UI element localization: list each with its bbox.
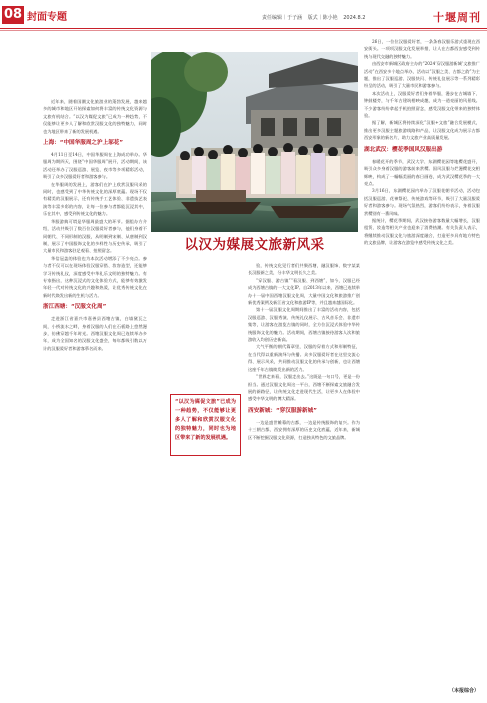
article-column-left <box>43 98 147 696</box>
editor-credits <box>262 14 369 21</box>
article-paragraph: 由西安市新城区政府主办的“2024‘穿汉服游新城’文旅推广活动”在西安多个地点举办，活动以“汉服之美、古都之韵”为主题，推出了汉服巡游、汉服快闪、传统礼仪展示等一系列精彩纷呈的活动，吸引了大量市民和游客参与。 <box>364 61 480 89</box>
article-paragraph: 26日，一位位汉服爱好者，一条条春汉服乐游式重现在西安街头。一项项汉服文化发展举措，让人在古都西安感受到传统与现代交融的独特魅力。 <box>364 39 480 59</box>
article-paragraph: 走进浙江省嘉兴市嘉善县西塘古镇，白墙黛瓦之间，小桥流水之畔，身着汉服的人们在石板路上悠然漫步，仿佛穿越千年时光。西塘汉服文化周已连续举办多年，成为全国知名的汉服文化盛会，每年都吸引数以万计的汉服爱好者和游客慕名而来。 <box>43 316 147 351</box>
pull-quote-box <box>170 394 241 456</box>
article-paragraph: 一边是盛世帷幕的古都，一边是传统服饰的复兴。作为十三朝古都，西安拥有深厚的历史文化底蕴，近年来，新城区不断挖掘汉服文化资源，打造独具特色的文旅品牌。 <box>248 419 360 440</box>
article-paragraph: 4月11日至14日，中国华服周在上海成功举办。华服周为期四天，围绕“中国华服周”展开，活动期间，该活动还举办了汉服巡游、展览、夜市等多项精彩活动，吸引了众多汉服爱好者和游客参与。 <box>43 152 147 180</box>
article-paragraph: 据统计，樱花季期间，武汉接待游客数量大幅增长，汉服租赁、妆造等相关产业也迎来了消费热潮。有关负责人表示，将继续推动汉服文化与旅游深度融合，打造更多具有地方特色的文旅品牌，让游客在游览中感受传统文化之美。 <box>364 217 480 246</box>
article-paragraph: 据了解，新城区将持续深化“汉服+文旅”融合发展模式，推出更多汉服主题旅游线路和产品，让汉服文化成为展示古都西安形象的新名片，助力文旅产业高质量发展。 <box>364 120 480 141</box>
article-paragraph: “世界走来看，汉服走出去。”这既是一句口号，更是一份担当。通过汉服文化周这一平台，西塘不断探索文旅融合发展的新路径，让传统文化走进现代生活，让更多人在体验中感受中华文明的博大精深。 <box>248 374 360 402</box>
article-column-middle <box>248 262 360 696</box>
page-number-badge: 08 <box>3 7 23 22</box>
section-heading: 湖北武汉：樱花季国风汉服出游 <box>364 146 443 153</box>
article-paragraph: 在华服周的发展上，游客们在沪上欣赏汉服风采的同时，也感受到了中华传统文化的深厚底蕴。现场不仅有精美的汉服展示，还有传统手工艺体验、非遗技艺表演等丰富多彩的内容，让每一位参与者都能沉浸其中，乐在其中，感受到传统文化的魅力。 <box>43 181 147 217</box>
article-paragraph: 3月16日，东湖樱花园内举办了汉服花朝节活动，活动包括汉服巡游、花神祭祀、传统游戏等环节，吸引了大量汉服爱好者和游客参与。现场气氛热烈，游客们纷纷表示，身着汉服赏樱别有一番风味。 <box>364 188 480 216</box>
header-rule-thin <box>0 30 487 31</box>
issue-date: 2024.8.2 <box>343 15 366 21</box>
editor-credit: 责任编辑｜于子涵 <box>262 15 303 21</box>
hanfu-group-photo <box>151 52 358 232</box>
article-paragraph: 华服游典可谓是华服周最盛大的环节。据组办方介绍，活动共吸引了数百位汉服爱好者参与，他们身着不同朝代、不同形制的汉服，从明制到宋制、从唐制到汉制，展示了中国服饰文化的多样性与历史传承，吸引了大量市民和游客驻足观看、拍照留念。 <box>43 218 147 254</box>
article-paragraph: 近年来，随着国潮文化旅游业的蓬勃发展，越来越多的城市和地区开始探索如何将丰富的传统文化资源与文旅有机结合。“以汉为媒促文旅”已成为一种趋势，不仅能够让更多人了解和欣赏汉服文化的独特魅力，同时也为地区带来了新的发展机遇。 <box>43 99 147 134</box>
article-paragraph: 大气平衡的朝代篇章里，汉服的穿着方式和形制特征，在当代得以重新演绎与传播。众多汉服爱好者在这里交流心得、展示风采，共同推动汉服文化的传承与创新，也让西塘这座千年古镇焕发出新的活力。 <box>248 344 360 372</box>
masthead: 十堰周刊 <box>433 11 481 24</box>
article-paragraph: 本次活动上，汉服爱好者们身着华服，漫步在古城墙下、钟鼓楼旁，与千年古建筑相映成趣，成为一道亮丽的风景线。不少游客纷纷拿起手机拍照留念，感受汉服文化带来的独特体验。 <box>364 90 480 119</box>
header-rule <box>0 28 487 29</box>
page-header <box>0 0 487 30</box>
section-heading: 西安新城：“穿汉服游新城” <box>248 407 317 414</box>
section-heading: 上海：“中国华服周之沪上邬花” <box>43 140 124 147</box>
section-title: 封面专题 <box>27 12 67 23</box>
pull-quote-text: “以汉为媒促文旅”已成为一种趋势，不仅能够让更多人了解和欣赏汉服文化的独特魅力，同时也为地区带来了新的发展机遇。 <box>175 399 236 441</box>
hanfu-photo-graphic <box>151 52 358 232</box>
layout-credit: 版式｜陈小艳 <box>307 15 338 21</box>
article-paragraph: 华信冠盖的体验也为本次活动增添了不少亮点。参与者不仅可以在现场体验汉服穿搭、妆容造型，还能够学习传统礼仪，深度感受中华礼乐文明的独特魅力。有专家指出，这种沉浸式的文化体验方式，能够有效激发年轻一代对传统文化的兴趣和热爱，让优秀传统文化在新时代焕发出新的生机与活力。 <box>43 255 147 298</box>
article-paragraph: 第十一届汉服文化周期间推出了丰富的活动内容，包括汉服巡游、汉服秀演、传统礼仪展示、古风音乐会、非遗市集等，让游客在游览古镇的同时，全方位沉浸式体验中华传统服饰文化的魅力。活动期间，西塘古镇接待游客人次和旅游收入均创历史新高。 <box>248 307 360 343</box>
article-headline: 以汉为媒展文旅新风采 <box>184 237 325 253</box>
article-paragraph: 春暖花开的季节，武汉大学、东湖樱花园等地樱花盛开，吸引众多身着汉服的游客前来赏樱。国风汉服与烂漫樱花交相辉映，构成了一幅幅美丽的春日画卷，成为武汉樱花季的一大亮点。 <box>364 158 480 186</box>
article-byline: （本报综合） <box>448 688 479 694</box>
article-paragraph: “穿汉服、游古镇”“看汉服、到西塘”，如今，汉服已经成为西塘古镇的一大文化IP。自2013年以来，西塘已连续举办十一届中国西塘汉服文化周，大量中国文化和旅游推广创新优秀案例及新江省文化和旅游IP等，并且越来越国际化。 <box>248 277 360 306</box>
section-heading: 浙江西塘：“汉服文化周” <box>43 304 107 311</box>
article-paragraph: 验，传统文化见行者们共聚西塘，融汉服饰、数字某某长汉服新之美，分丰华文明长久之美。 <box>248 263 360 276</box>
article-column-right <box>364 38 480 678</box>
